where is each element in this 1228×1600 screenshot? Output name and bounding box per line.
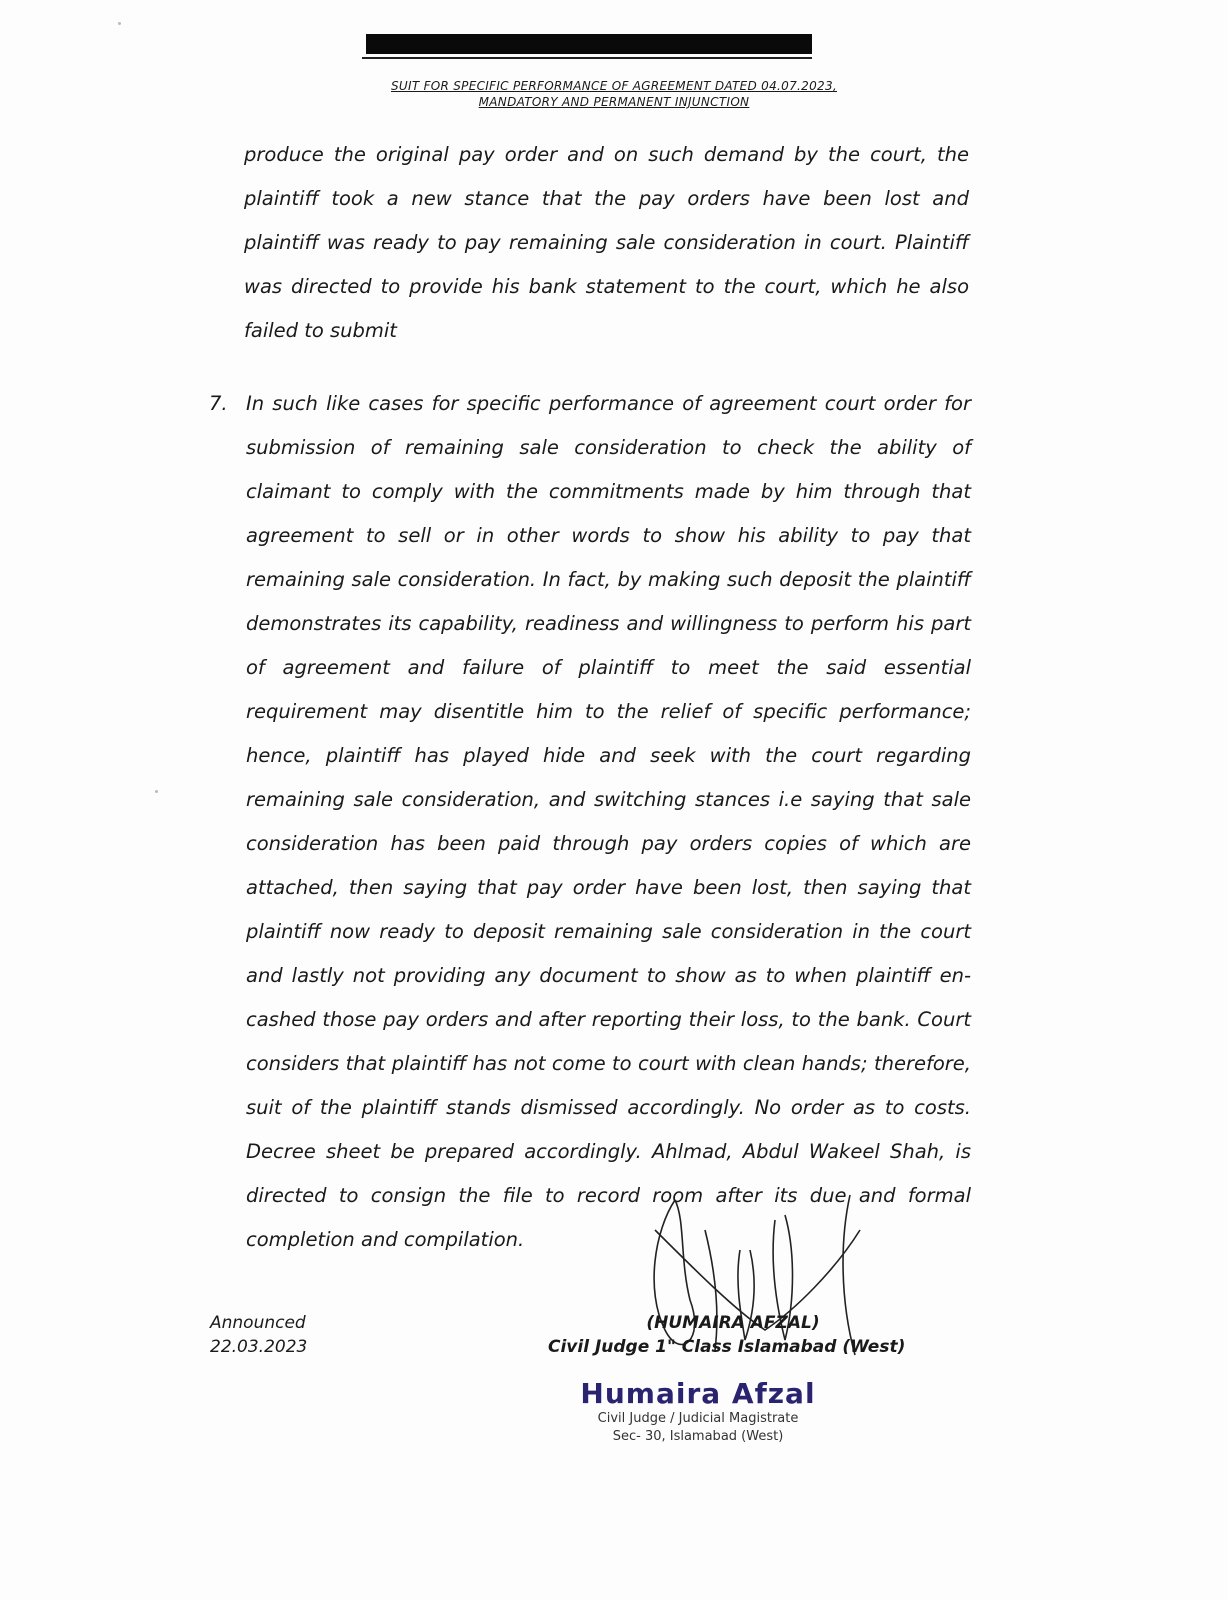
official-stamp	[568, 1378, 828, 1446]
suit-heading-line-1: SUIT FOR SPECIFIC PERFORMANCE OF AGREEMENT DATED 04.07.2023,	[390, 79, 838, 93]
judge-title: Civil Judge 1" Class Islamabad (West)	[548, 1337, 906, 1357]
announced-block	[210, 1311, 307, 1359]
suit-heading	[200, 78, 1028, 110]
judge-name: (HUMAIRA AFZAL)	[646, 1313, 820, 1333]
stamp-designation: Civil Judge / Judicial Magistrate	[597, 1411, 799, 1426]
scan-speck	[155, 790, 158, 793]
judge-signature-block	[548, 1311, 918, 1359]
stamp-name: Humaira Afzal	[580, 1377, 816, 1410]
paragraph-7: In such like cases for specific performance of agreement court order for submission of remaining sale consideration to check the ability of claimant to comply with the commitments made by him through that agreement to sell or in other words to show his ability to pay that remaining sale consideration. In fact, by making such deposit the plaintiff demonstrates its capability, readiness and willingness to perform his part of agreement and failure of plaintiff to meet the said essential requirement may disentitle him to the relief of specific performance; hence, plaintiff has played hide and seek with the court regarding remaining sale consideration, and switching stances i.e saying that sale consideration has been paid through pay orders copies of which are attached, then saying that pay order have been lost, then saying that plaintiff now ready to deposit remaining sale consideration in the court and lastly not providing any document to show as to when plaintiff en-cashed those pay orders and after reporting their loss, to the bank. Court considers that plaintiff has not come to court with clean hands; therefore, suit of the plaintiff stands dismissed accordingly. No order as to costs. Decree sheet be prepared accordingly. Ahlmad, Abdul Wakeel Shah, is directed to consign the file to record room after its due and formal completion and compilation.	[246, 392, 971, 1251]
scan-speck	[118, 22, 121, 25]
paragraph-continuation: produce the original pay order and on such demand by the court, the plaintiff took a new stance that the pay orders have been lost and plaintiff was ready to pay remaining sale consideration in court. Plaintiff was directed to provide his bank statement to the court, which he also failed to submit	[244, 143, 969, 342]
redacted-case-title	[366, 34, 812, 54]
announced-label: Announced	[210, 1313, 306, 1333]
title-underline	[362, 57, 812, 59]
paragraph-number: 7.	[209, 392, 228, 415]
suit-heading-line-2: MANDATORY AND PERMANENT INJUNCTION	[478, 95, 750, 109]
stamp-location: Sec- 30, Islamabad (West)	[612, 1429, 784, 1444]
announced-date: 22.03.2023	[210, 1337, 308, 1357]
